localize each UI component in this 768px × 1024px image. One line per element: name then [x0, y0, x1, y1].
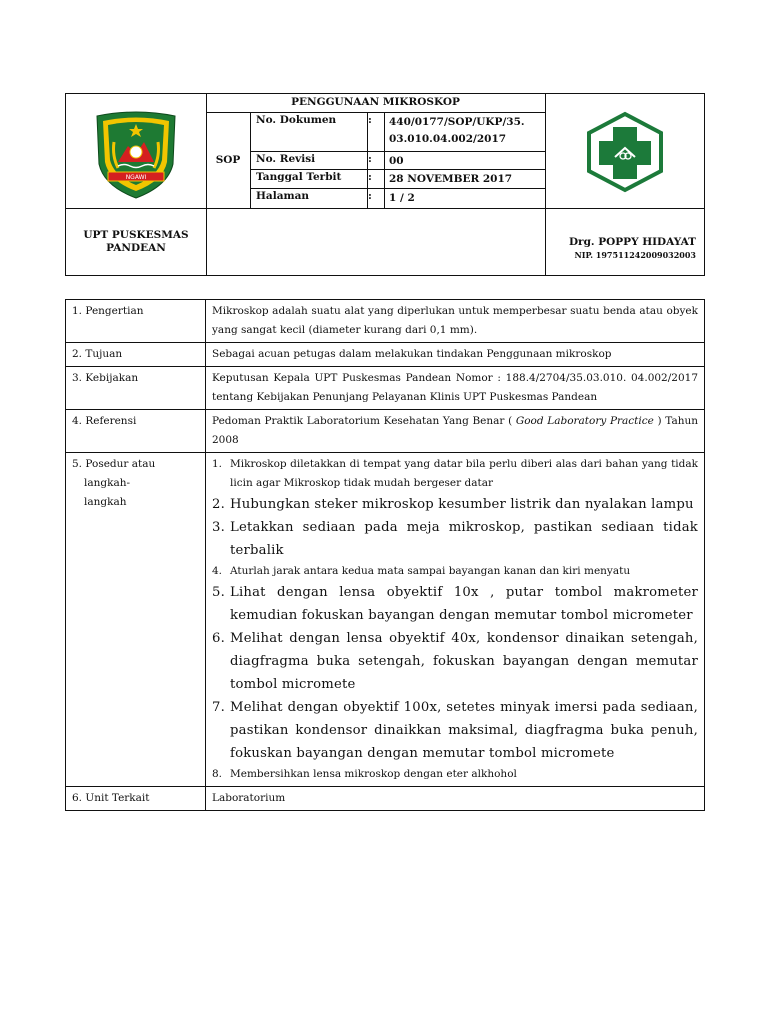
meta-colon: :	[368, 153, 372, 165]
procedure-step	[212, 581, 698, 627]
procedure-step	[212, 493, 698, 516]
sop-label: SOP	[206, 112, 251, 208]
procedure-step	[212, 516, 698, 562]
row-label: 4. Referensi	[66, 410, 206, 452]
step-text: Melihat dengan lensa obyektif 40x, kondensor dinaikan setengah, diagfragma buka setengah, fokuskan bayangan dengan memutar tombol micromete	[230, 631, 698, 692]
meta-row-issue-date	[250, 169, 545, 189]
step-text: Letakkan sediaan pada meja mikroskop, pastikan sediaan tidak terbalik	[230, 520, 698, 558]
meta-row-document-number	[250, 112, 545, 152]
step-number: 2.	[212, 497, 225, 512]
row-definition	[66, 300, 704, 343]
row-body: Keputusan Kepala UPT Puskesmas Pandean Nomor : 188.4/2704/35.03.010. 04.002/2017 tentang Kebijakan Penunjang Pelayanan Klinis UPT Puskesmas Pandean	[212, 372, 698, 403]
step-text: Hubungkan steker mikroskop kesumber listrik dan nyalakan lampu	[230, 497, 694, 512]
step-text: Mikroskop diletakkan di tempat yang datar bila perlu diberi alas dari bahan yang tidak licin agar Mikroskop tidak mudah bergeser datar	[230, 458, 698, 489]
regency-logo-cell	[66, 94, 207, 208]
signature-block	[545, 208, 704, 275]
procedure-label-line3: langkah	[84, 496, 127, 508]
row-policy	[66, 367, 704, 410]
puskesmas-logo-icon	[546, 94, 705, 208]
sop-header-table	[65, 93, 705, 276]
procedure-steps	[206, 453, 704, 786]
crest-banner-text: NGAWI	[125, 174, 147, 181]
unit-name	[66, 208, 206, 275]
meta-label: No. Dokumen	[256, 114, 337, 126]
row-body: Sebagai acuan petugas dalam melakukan tindakan Penggunaan mikroskop	[212, 348, 612, 360]
row-body: Laboratorium	[212, 792, 286, 804]
meta-label: Tanggal Terbit	[256, 171, 342, 183]
step-number: 8.	[212, 768, 223, 780]
puskesmas-logo-cell	[545, 94, 705, 208]
row-reference	[66, 410, 704, 453]
row-label: 3. Kebijakan	[66, 367, 206, 409]
row-label: 2. Tujuan	[66, 343, 206, 366]
procedure-step	[212, 696, 698, 765]
step-number: 4.	[212, 565, 223, 577]
step-text: Aturlah jarak antara kedua mata sampai bayangan kanan dan kiri menyatu	[230, 565, 631, 577]
meta-value: 1 / 2	[389, 192, 415, 204]
meta-value: 28 NOVEMBER 2017	[389, 173, 513, 185]
regency-crest-icon	[66, 94, 206, 208]
step-text: Lihat dengan lensa obyektif 10x , putar tombol makrometer kemudian fokuskan bayangan dengan memutar tombol micrometer	[230, 585, 698, 623]
row-label: 6. Unit Terkait	[66, 787, 206, 810]
step-number: 1.	[212, 458, 223, 470]
meta-row-page	[250, 188, 545, 208]
step-number: 7.	[212, 700, 225, 715]
unit-name-line2: PANDEAN	[106, 241, 166, 254]
signer-name: Drg. POPPY HIDAYAT	[568, 236, 696, 248]
meta-colon: :	[368, 190, 372, 202]
meta-value: 440/0177/SOP/UKP/35. 03.010.04.002/2017	[389, 116, 525, 145]
meta-value: 00	[389, 155, 404, 167]
reference-italic: Good Laboratory Practice	[515, 415, 654, 427]
reference-text: Pedoman Praktik Laboratorium Kesehatan Yang Benar (	[212, 415, 516, 427]
row-label: 1. Pengertian	[66, 300, 206, 342]
procedure-step	[212, 765, 698, 784]
meta-row-revision	[250, 151, 545, 170]
step-text: Melihat dengan obyektif 100x, setetes minyak imersi pada sediaan, pastikan kondensor dinaikkan maksimal, diagfragma buka penuh, fokuskan bayangan dengan memutar tombol micromete	[230, 700, 698, 761]
row-label	[66, 453, 206, 786]
procedure-label-line1: 5. Posedur atau	[72, 458, 156, 470]
step-number: 3.	[212, 520, 225, 535]
document-meta	[250, 112, 545, 208]
step-number: 5.	[212, 585, 225, 600]
signer-nip: NIP. 197511242009032003	[574, 250, 696, 260]
row-body	[206, 410, 704, 452]
step-number: 6.	[212, 631, 225, 646]
sop-content-table	[65, 299, 705, 811]
step-text: Membersihkan lensa mikroskop dengan eter alkhohol	[230, 768, 517, 780]
row-purpose	[66, 343, 704, 367]
meta-colon: :	[368, 171, 372, 183]
procedure-step	[212, 455, 698, 493]
row-body: Mikroskop adalah suatu alat yang diperlukan untuk memperbesar suatu benda atau obyek yang sangat kecil (diameter kurang dari 0,1 mm).	[212, 305, 698, 336]
meta-label: No. Revisi	[256, 153, 316, 165]
procedure-label-line2: langkah-	[84, 477, 131, 489]
row-related-unit	[66, 787, 704, 810]
document-title: PENGGUNAAN MIKROSKOP	[206, 94, 545, 113]
procedure-step	[212, 562, 698, 581]
procedure-step	[212, 627, 698, 696]
row-procedure	[66, 453, 704, 787]
meta-label: Halaman	[256, 190, 310, 202]
meta-colon: :	[368, 114, 372, 126]
unit-name-line1: UPT PUSKESMAS	[83, 228, 189, 241]
reference-year: ) Tahun 2008	[212, 415, 699, 446]
